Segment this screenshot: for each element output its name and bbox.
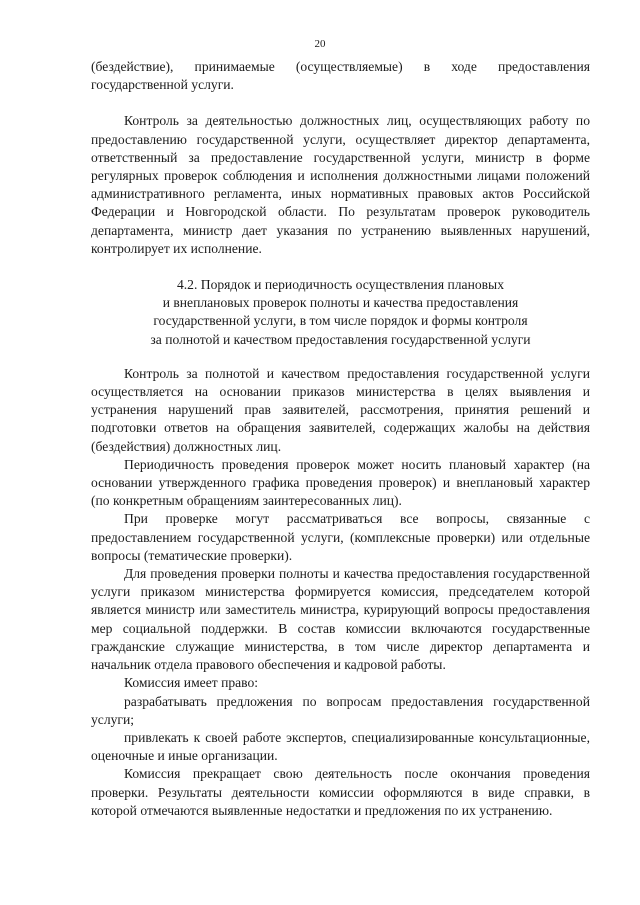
section-4-2-heading xyxy=(91,276,590,349)
body-paragraph: Контроль за полнотой и качеством предоставления государственной услуги осуществляется на основании приказов министерства в целях выявления и устранения нарушений прав заявителей, рассмотрения, принятия решений и подготовки ответов на обращения заявителей, содержащих жалобы на действия (бездействия) должностных лиц. xyxy=(91,365,590,454)
body-paragraph: Для проведения проверки полноты и качества предоставления государственной услуги приказом министерства формируется комиссия, председателем которой является министр или заместитель министра, курирующий вопросы предоставления мер социальной поддержки. В состав комиссии включаются государственные гражданские служащие министерства, в том числе директор департамента и начальник отдела правового обеспечения и кадровой работы. xyxy=(91,566,590,673)
page-number: 20 xyxy=(314,38,326,50)
list-item-paragraph: разрабатывать предложения по вопросам предоставления государственной услуги; xyxy=(91,693,590,727)
body-paragraph: Комиссия имеет право: xyxy=(124,675,259,691)
heading-line: и внеплановых проверок полноты и качества предоставления xyxy=(162,295,519,311)
heading-line: за полнотой и качеством предоставления государственной услуги xyxy=(150,331,531,347)
list-item-paragraph: привлекать к своей работе экспертов, специализированные консультационные, оценочные и иные организации. xyxy=(91,729,590,764)
heading-line: государственной услуги, в том числе порядок и формы контроля xyxy=(153,313,528,329)
continuation-paragraph: (бездействие), принимаемые (осуществляемые) в ходе предоставления государственной услуги. xyxy=(91,59,590,93)
control-paragraph: Контроль за деятельностью должностных лиц, осуществляющих работу по предоставлению государственной услуги, осуществляет директор департамента, ответственный за предоставление государственной услуги, министр в форме регулярных проверок соблюдения и исполнения должностными лицами положений административного регламента, иных нормативных правовых актов Российской Федерации и Новгородской области. По результатам проверок руководитель департамента, министр дает указания по устранению выявленных нарушений, контролирует их исполнение. xyxy=(91,113,590,256)
heading-line: 4.2. Порядок и периодичность осуществления плановых xyxy=(176,277,504,293)
body-paragraph: При проверке могут рассматриваться все вопросы, связанные с предоставлением государственной услуги, (комплексные проверки) или отдельные вопросы (тематические проверки). xyxy=(91,511,590,563)
body-paragraph: Комиссия прекращает свою деятельность после окончания проведения проверки. Результаты деятельности комиссии оформляются в виде справки, в которой отмечаются выявленные недостатки и предложения по их устранению. xyxy=(91,766,590,818)
body-paragraph: Периодичность проведения проверок может носить плановый характер (на основании утвержденного графика проведения проверок) и внеплановый характер (по конкретным обращениям заинтересованных лиц). xyxy=(91,456,590,509)
document-body xyxy=(91,58,590,820)
